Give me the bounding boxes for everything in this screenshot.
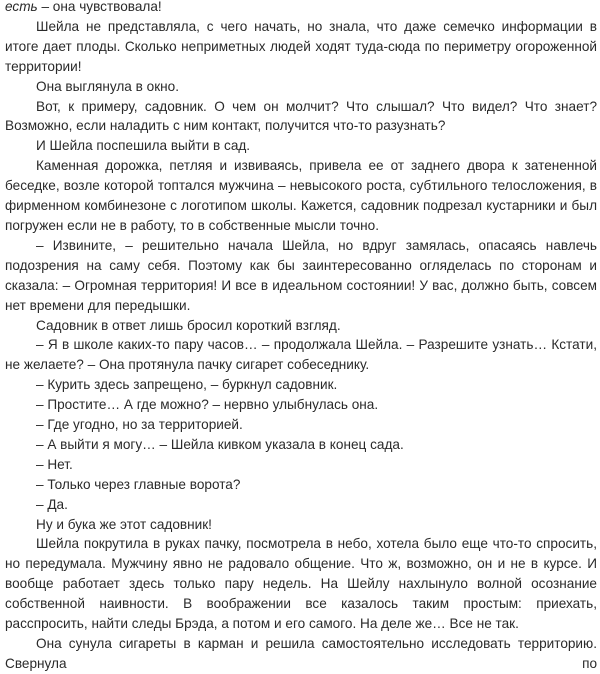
italic-word: есть — [5, 0, 38, 14]
paragraph: И Шейла поспешила выйти в сад. — [36, 138, 251, 154]
paragraph-text: – она чувствовала! — [37, 0, 162, 14]
paragraph: Ну и бука же этот садовник! — [36, 516, 212, 532]
paragraph: Каменная дорожка, петляя и извиваясь, привела ее от заднего двора к затененной беседке, возле которой топтался мужчина – невысокого роста, субтильного телосложения, в фирменном комбинезоне с логотипом школы. Кажется, садовник подрезал кустарники и был погружен если не в работу, то в собственные мысли точно. — [5, 158, 597, 233]
paragraph — [5, 0, 597, 17]
dialog-paragraph: – Извините, – решительно начала Шейла, но вдруг замялась, опасаясь навлечь подозрения на саму себя. Поэтому как бы заинтересованно огляделась по сторонам и сказала: – Огромная территория! И все в идеальном состоянии! У вас, должно быть, совсем нет времени для передышки. — [5, 237, 597, 313]
paragraph: Она выглянула в окно. — [36, 78, 179, 94]
paragraph: Она сунула сигареты в карман и решила самостоятельно исследовать территорию. Свернула по — [5, 636, 597, 671]
dialog-paragraph: – Простите… А где можно? – нервно улыбнулась она. — [36, 397, 379, 413]
dialog-paragraph: – Только через главные ворота? — [36, 476, 241, 492]
paragraph: Садовник в ответ лишь бросил короткий взгляд. — [36, 317, 341, 333]
paragraph: Вот, к примеру, садовник. О чем он молчит? Что слышал? Что видел? Что знает? Возможно, если наладить с ним контакт, получится что-то разузнать? — [5, 98, 597, 134]
dialog-paragraph: – Где угодно, но за территорией. — [36, 417, 243, 433]
dialog-paragraph: – Курить здесь запрещено, – буркнул садовник. — [36, 377, 338, 393]
paragraph: Шейла покрутила в руках пачку, посмотрела в небо, хотела было еще что-то спросить, но передумала. Мужчину явно не радовало общение. Что ж, возможно, он и не в курсе. И вообще работает здесь только пару недель. На Шейлу нахлынуло волной осознание собственной наивности. В воображении все казалось таким простым: приехать, расспросить, найти следы Брэда, а потом и его самого. На деле же… Все не так. — [5, 536, 597, 632]
dialog-paragraph: – Нет. — [36, 456, 73, 472]
dialog-paragraph: – А выйти я могу… – Шейла кивком указала в конец сада. — [36, 436, 404, 452]
dialog-paragraph: – Я в школе каких-то пару часов… – продолжала Шейла. – Разрешите узнать… Кстати, не желаете? – Она протянула пачку сигарет собеседнику. — [5, 337, 597, 373]
dialog-paragraph: – Да. — [36, 496, 68, 512]
paragraph: Шейла не представляла, с чего начать, но знала, что даже семечко информации в итоге дает плоды. Сколько неприметных людей ходят туда-сюда по периметру огороженной территории! — [5, 18, 597, 74]
